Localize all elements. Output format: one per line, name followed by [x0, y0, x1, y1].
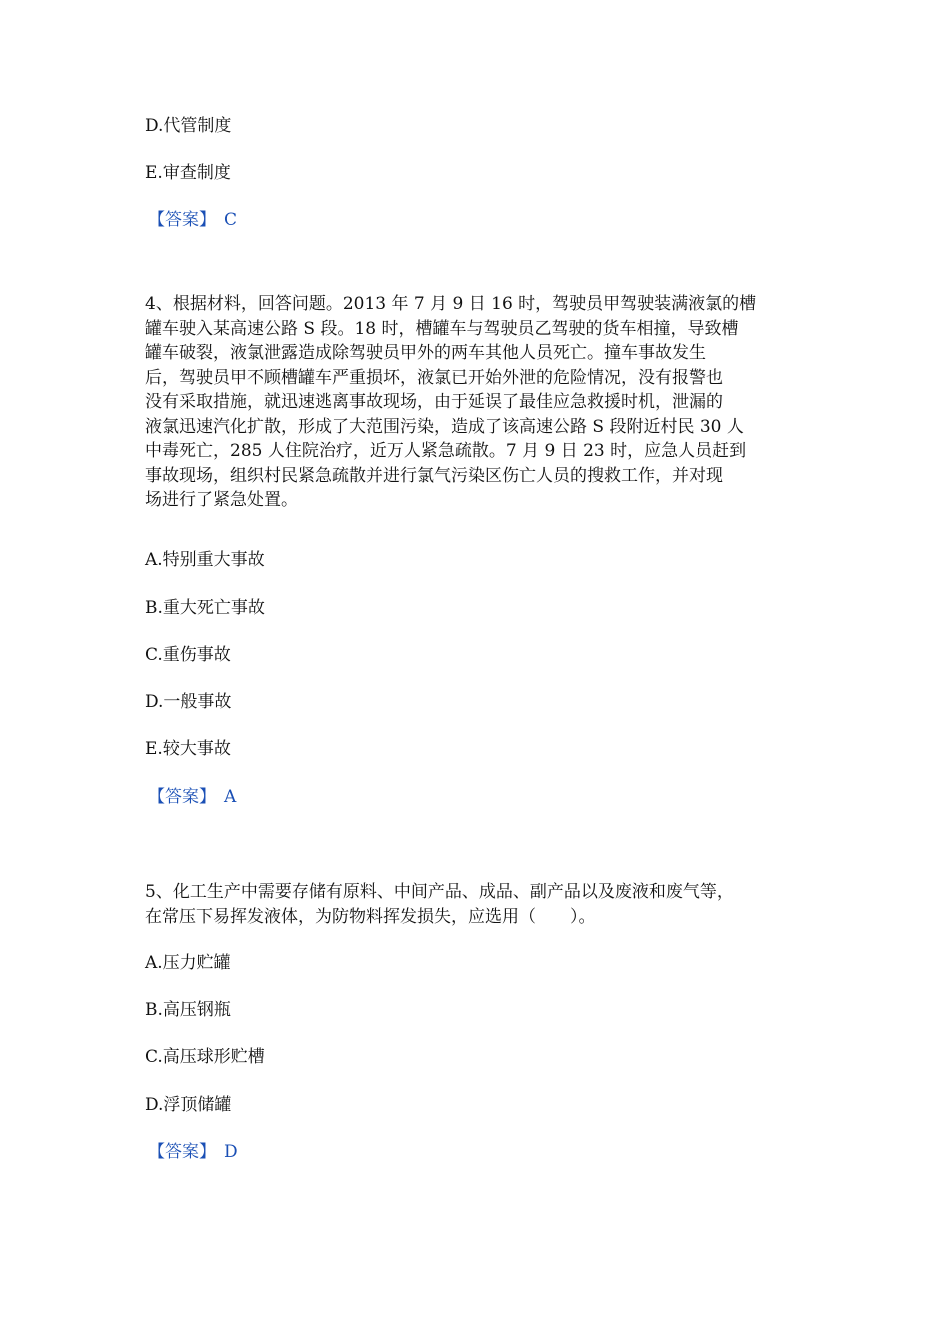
answer-label: 【答案】	[148, 210, 216, 230]
q4-option-c: C.重伤事故	[145, 645, 231, 665]
q4-stem-line: 罐车驶入某高速公路 S 段。18 时，槽罐车与驾驶员乙驾驶的货车相撞，导致槽	[145, 318, 739, 339]
q5-option-b: B.高压钢瓶	[145, 1000, 231, 1020]
q4-stem	[145, 292, 810, 513]
q5-stem-line: 5、化工生产中需要存储有原料、中间产品、成品、副产品以及废液和废气等，	[145, 882, 734, 902]
q5-stem-line: 在常压下易挥发液体，为防物料挥发损失，应选用（ ）。	[145, 906, 596, 927]
q4-option-a: A.特别重大事故	[145, 550, 265, 570]
q4-stem-line: 罐车破裂，液氯泄露造成除驾驶员甲外的两车其他人员死亡。撞车事故发生	[145, 343, 706, 363]
q5-option-d: D.浮顶储罐	[145, 1095, 232, 1115]
q3-answer	[148, 208, 237, 232]
q3-option-e: E.审查制度	[145, 163, 231, 183]
q4-option-b: B.重大死亡事故	[145, 598, 265, 618]
q5-option-a: A.压力贮罐	[145, 953, 231, 973]
q4-stem-line: 事故现场，组织村民紧急疏散并进行氯气污染区伤亡人员的搜救工作，并对现	[145, 465, 723, 486]
answer-label: 【答案】	[148, 1142, 216, 1162]
answer-value: D	[224, 1142, 238, 1162]
answer-label: 【答案】	[148, 787, 216, 807]
q4-option-d: D.一般事故	[145, 692, 232, 712]
q4-stem-line: 中毒死亡，285 人住院治疗，近万人紧急疏散。7 月 9 日 23 时，应急人员赶到	[145, 441, 747, 461]
q4-stem-line: 4、根据材料，回答问题。2013 年 7 月 9 日 16 时，驾驶员甲驾驶装满液氯的槽	[145, 294, 757, 314]
answer-value: A	[224, 787, 237, 807]
q5-answer	[148, 1140, 238, 1164]
q5-option-c: C.高压球形贮槽	[145, 1047, 265, 1067]
q5-stem	[145, 880, 810, 929]
q4-option-e: E.较大事故	[145, 739, 231, 759]
q4-stem-line: 液氯迅速汽化扩散，形成了大范围污染，造成了该高速公路 S 段附近村民 30 人	[145, 416, 744, 437]
q4-stem-line: 没有采取措施，就迅速逃离事故现场，由于延误了最佳应急救援时机，泄漏的	[145, 392, 723, 412]
q4-answer	[148, 785, 236, 809]
answer-value: C	[224, 210, 238, 230]
q4-stem-line: 后，驾驶员甲不顾槽罐车严重损坏，液氯已开始外泄的危险情况，没有报警也	[145, 367, 723, 388]
q3-option-d: D.代管制度	[145, 116, 232, 136]
q4-stem-line: 场进行了紧急处置。	[145, 490, 298, 510]
